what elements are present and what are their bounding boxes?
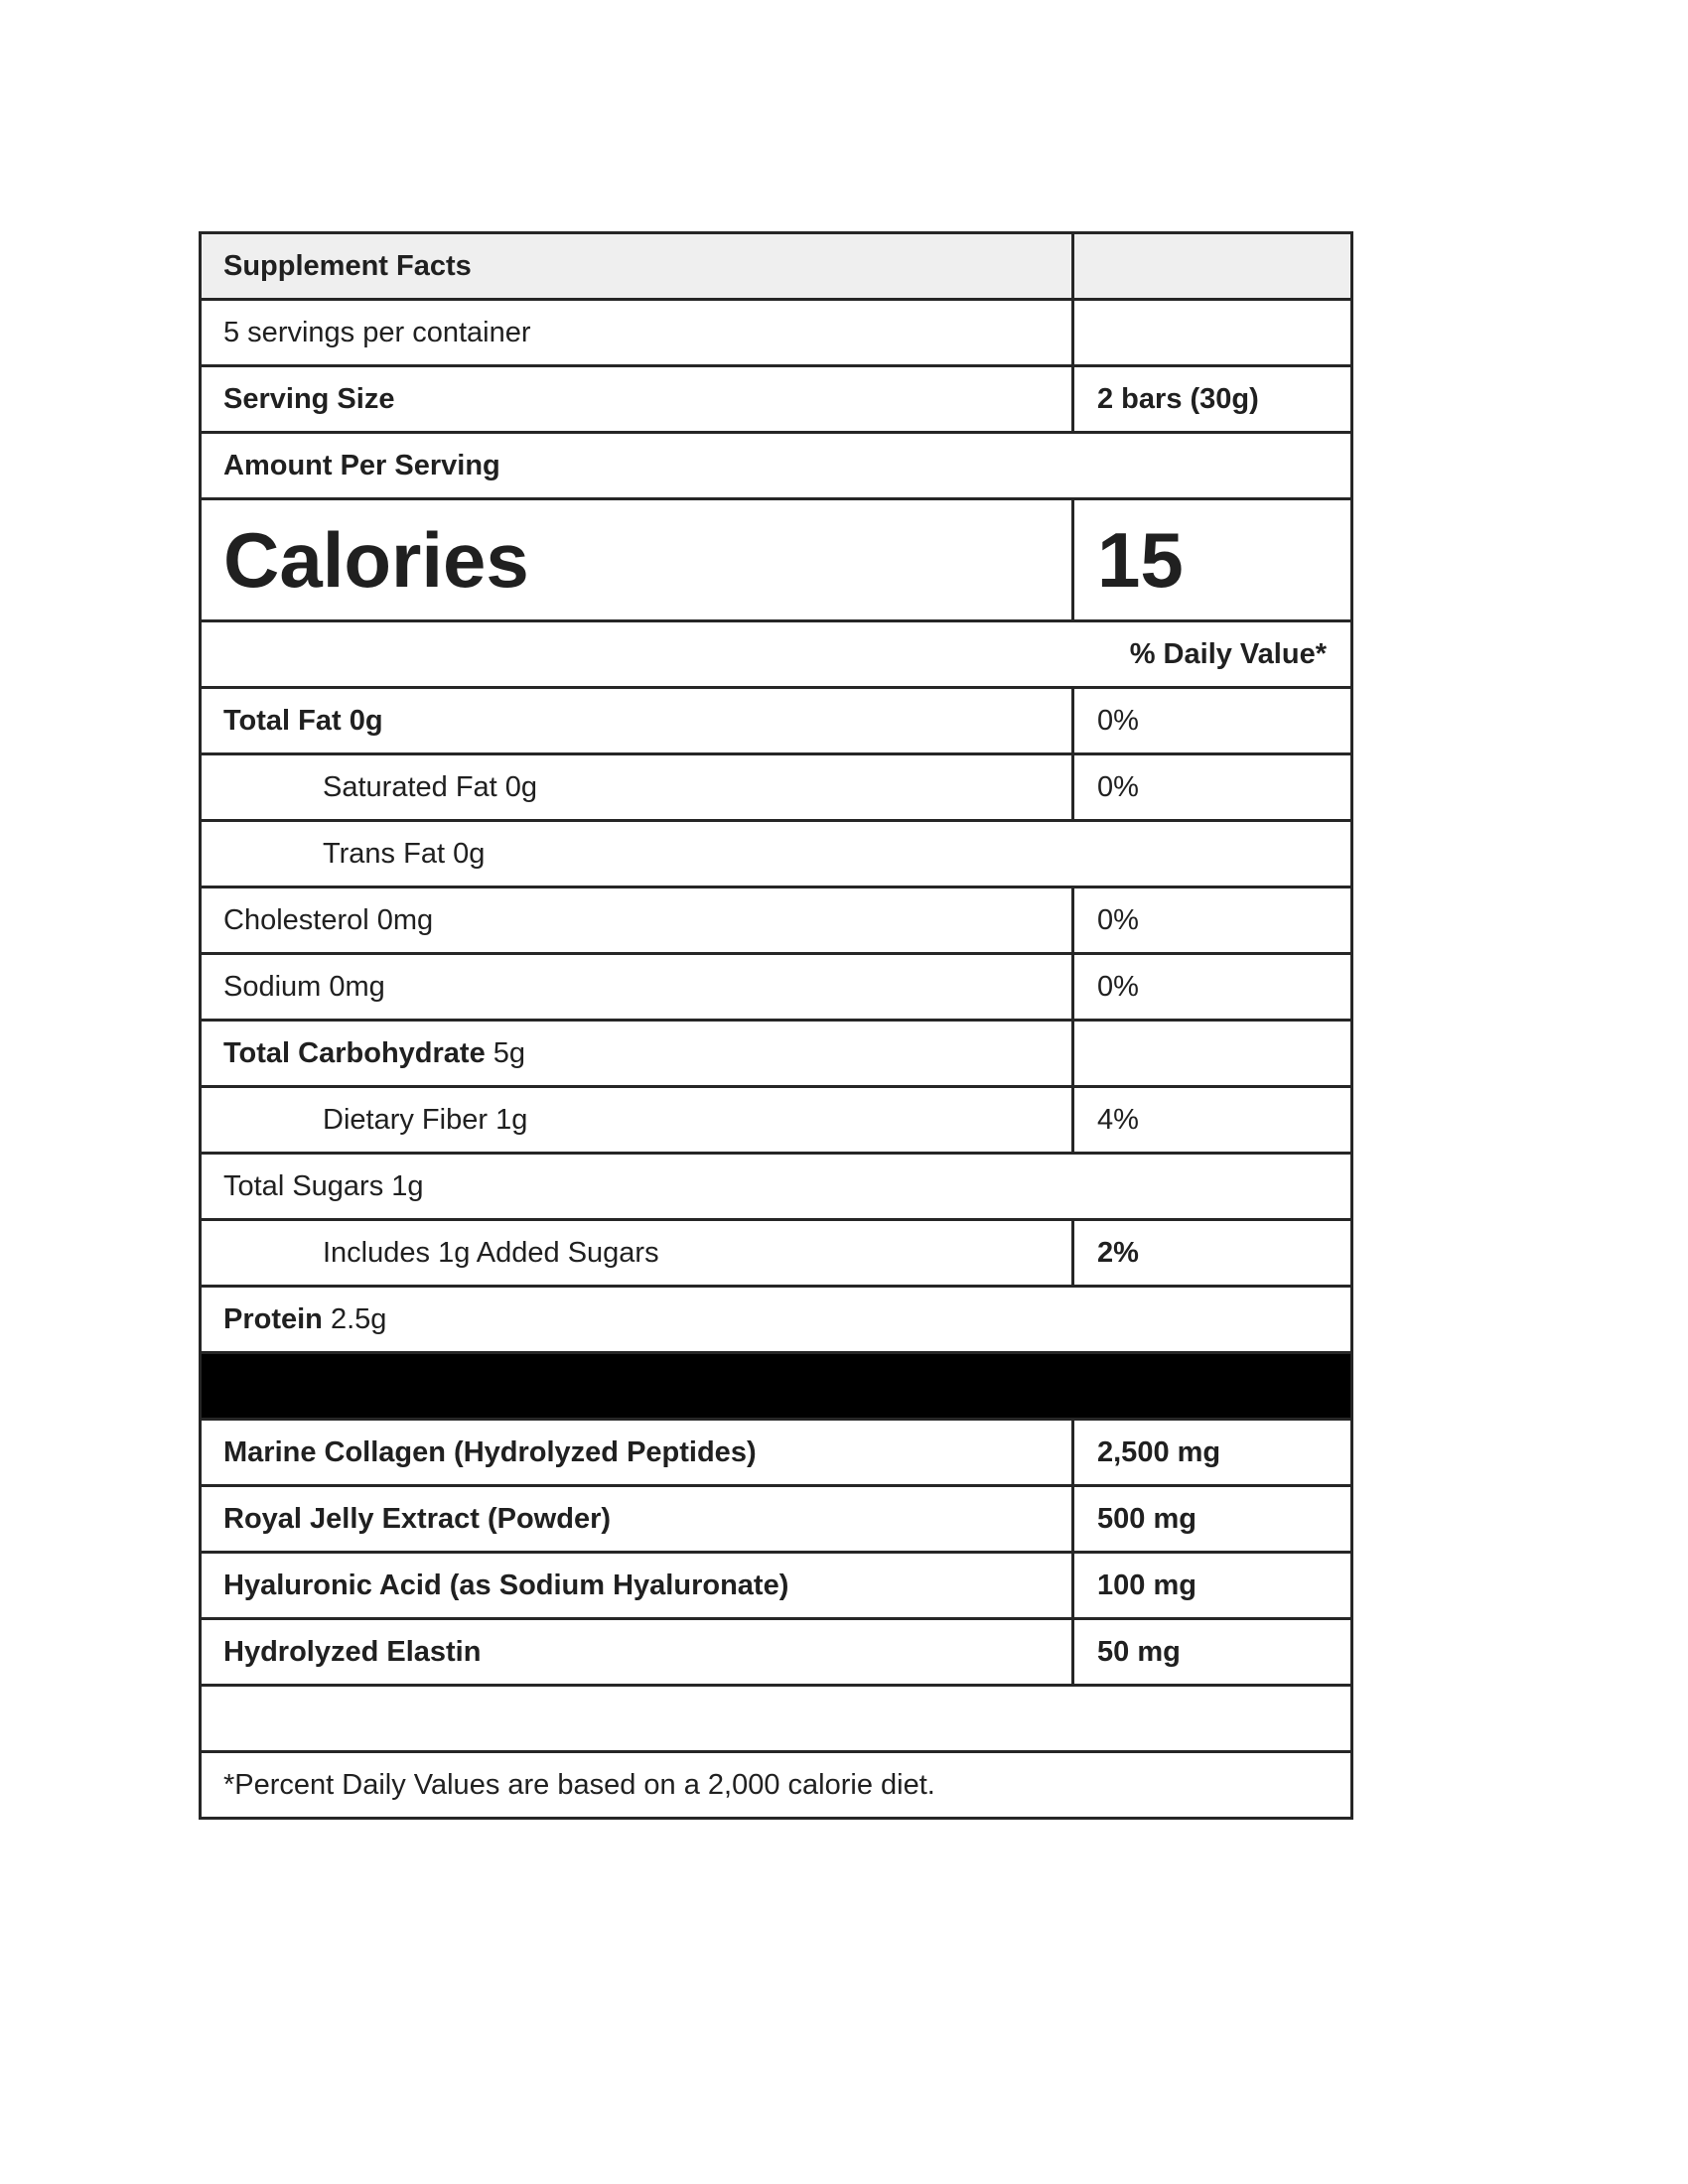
nutrient-row: [201, 1087, 1352, 1154]
nutrient-name: Total Carbohydrate 5g: [201, 1021, 1073, 1087]
title-row: [201, 233, 1352, 300]
nutrient-name: Includes 1g Added Sugars: [201, 1220, 1073, 1287]
ingredient-name: Hyaluronic Acid (as Sodium Hyaluronate): [201, 1553, 1073, 1619]
nutrient-row: [201, 1021, 1352, 1087]
empty-cell: [201, 1686, 1352, 1752]
nutrient-dv: 0%: [1073, 754, 1352, 821]
amount-per-serving: Amount Per Serving: [201, 433, 1352, 499]
empty-row: [201, 1686, 1352, 1752]
ingredient-amount: 500 mg: [1073, 1486, 1352, 1553]
nutrient-row: [201, 887, 1352, 954]
nutrient-name: Protein 2.5g: [201, 1287, 1352, 1353]
title-empty-cell: [1073, 233, 1352, 300]
nutrient-row: [201, 1220, 1352, 1287]
nutrient-dv: 0%: [1073, 688, 1352, 754]
nutrient-row: [201, 954, 1352, 1021]
nutrient-row: [201, 1287, 1352, 1353]
calories-label: Calories: [201, 499, 1073, 621]
supplement-facts-table: [199, 231, 1353, 1820]
nutrient-name: Total Sugars 1g: [201, 1154, 1352, 1220]
daily-value-header: % Daily Value*: [201, 621, 1352, 688]
section-divider-bar: [201, 1353, 1352, 1420]
ingredient-row: [201, 1486, 1352, 1553]
nutrient-dv: [1073, 1021, 1352, 1087]
ingredient-name: Royal Jelly Extract (Powder): [201, 1486, 1073, 1553]
nutrient-name: Saturated Fat 0g: [201, 754, 1073, 821]
nutrient-dv: 0%: [1073, 887, 1352, 954]
nutrient-row: [201, 754, 1352, 821]
ingredient-row: [201, 1420, 1352, 1486]
nutrient-dv: 2%: [1073, 1220, 1352, 1287]
calories-value: 15: [1073, 499, 1352, 621]
nutrient-name: Cholesterol 0mg: [201, 887, 1073, 954]
ingredient-amount: 50 mg: [1073, 1619, 1352, 1686]
nutrient-dv: 4%: [1073, 1087, 1352, 1154]
ingredient-row: [201, 1619, 1352, 1686]
nutrient-name: Dietary Fiber 1g: [201, 1087, 1073, 1154]
nutrient-name: Sodium 0mg: [201, 954, 1073, 1021]
footnote: *Percent Daily Values are based on a 2,000 calorie diet.: [201, 1752, 1352, 1819]
nutrient-name: Trans Fat 0g: [201, 821, 1352, 887]
ingredient-name: Hydrolyzed Elastin: [201, 1619, 1073, 1686]
servings-empty-cell: [1073, 300, 1352, 366]
daily-value-header-row: [201, 621, 1352, 688]
label-title: Supplement Facts: [201, 233, 1073, 300]
calories-row: [201, 499, 1352, 621]
nutrient-row: [201, 1154, 1352, 1220]
serving-size-value: 2 bars (30g): [1073, 366, 1352, 433]
nutrient-row: [201, 688, 1352, 754]
serving-size-row: [201, 366, 1352, 433]
serving-size-label: Serving Size: [201, 366, 1073, 433]
nutrient-row: [201, 821, 1352, 887]
footnote-row: [201, 1752, 1352, 1819]
amount-per-serving-row: [201, 433, 1352, 499]
nutrient-name: Total Fat 0g: [201, 688, 1073, 754]
ingredient-amount: 100 mg: [1073, 1553, 1352, 1619]
servings-row: [201, 300, 1352, 366]
servings-per-container: 5 servings per container: [201, 300, 1073, 366]
nutrient-dv: 0%: [1073, 954, 1352, 1021]
black-divider: [201, 1353, 1352, 1420]
ingredient-name: Marine Collagen (Hydrolyzed Peptides): [201, 1420, 1073, 1486]
ingredient-row: [201, 1553, 1352, 1619]
ingredient-amount: 2,500 mg: [1073, 1420, 1352, 1486]
